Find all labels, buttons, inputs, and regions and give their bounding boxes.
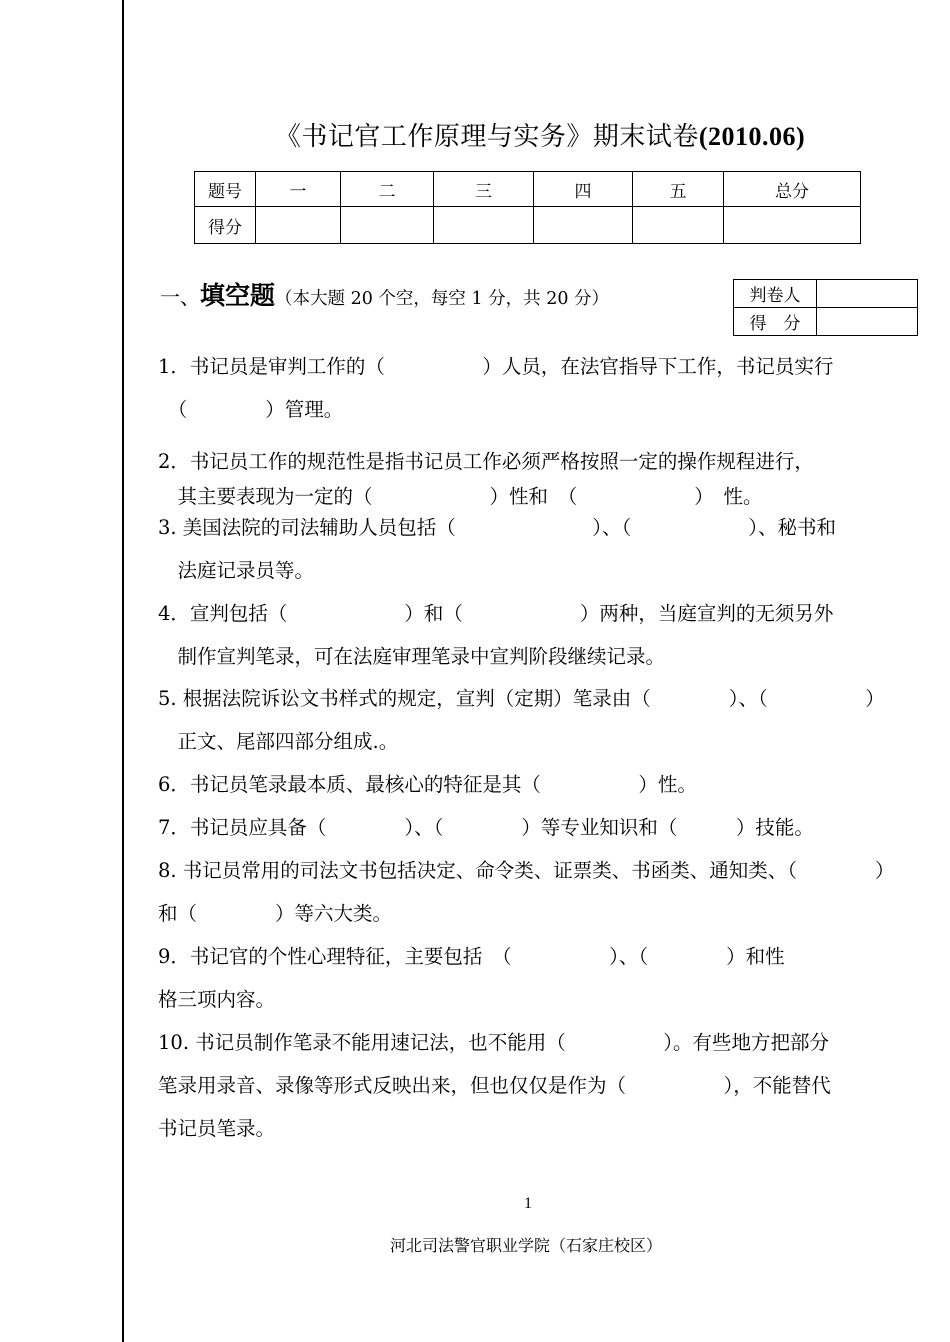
score-table-col-1: 一 (256, 172, 341, 207)
section-number: 一、 (160, 285, 200, 309)
binding-margin-line (122, 0, 124, 1342)
score-cell-total (724, 207, 861, 244)
question-line: 9．书记官的个性心理特征，主要包括 （ ）、（ ）和性 (158, 945, 785, 968)
question-line: 书记员笔录。 (158, 1117, 276, 1140)
score-table-col-3: 三 (434, 172, 534, 207)
question-line: 10. 书记员制作笔录不能用速记法，也不能用（ ）。有些地方把部分 (158, 1031, 829, 1054)
score-cell-5 (633, 207, 724, 244)
score-table-col-4: 四 (534, 172, 633, 207)
question-line: 8. 书记员常用的司法文书包括决定、命令类、证票类、书函类、通知类、（ ） (158, 859, 895, 882)
score-table-score-row (195, 207, 861, 244)
score-cell-4 (534, 207, 633, 244)
grader-score-label: 得 分 (734, 308, 817, 336)
question-line: （ ）管理。 (158, 398, 344, 421)
question-line: 2．书记员工作的规范性是指书记员工作必须严格按照一定的操作规程进行， (158, 450, 814, 473)
section-heading (160, 276, 609, 312)
question-line: 1．书记员是审判工作的（ ）人员，在法官指导下工作，书记员实行 (158, 355, 834, 378)
exam-title-main: 《书记官工作原理与实务》期末试卷 (274, 122, 699, 152)
question-line: 笔录用录音、录像等形式反映出来，但也仅仅是作为（ ），不能替代 (158, 1074, 831, 1097)
question-line: 5. 根据法院诉讼文书样式的规定，宣判（定期）笔录由（ ）、（ ） (158, 687, 885, 710)
grader-table (733, 279, 918, 336)
question-line: 4．宣判包括（ ）和（ ）两种，当庭宣判的无须另外 (158, 602, 834, 625)
grader-score-cell (817, 308, 918, 336)
score-table-col-5: 五 (633, 172, 724, 207)
score-cell-3 (434, 207, 534, 244)
question-line: 6．书记员笔录最本质、最核心的特征是其（ ）性。 (158, 773, 697, 796)
question-line: 格三项内容。 (158, 988, 276, 1011)
score-cell-2 (341, 207, 434, 244)
question-line: 和（ ）等六大类。 (158, 902, 393, 925)
question-line: 其主要表现为一定的（ ）性和 （ ） 性。 (158, 485, 763, 508)
score-table-header-label: 题号 (195, 172, 256, 207)
grader-cell (817, 280, 918, 308)
exam-title-year: (2010.06) (698, 122, 806, 151)
score-cell-1 (256, 207, 341, 244)
section-name: 填空题 (200, 281, 276, 310)
question-line: 正文、尾部四部分组成.。 (158, 730, 399, 753)
question-line: 法庭记录员等。 (158, 559, 315, 582)
page-number: 1 (524, 1195, 532, 1212)
exam-title (0, 116, 950, 153)
section-note: （本大题 20 个空，每空 1 分，共 20 分） (275, 289, 610, 309)
score-table-col-2: 二 (341, 172, 434, 207)
score-summary-table (194, 171, 861, 244)
question-line: 7．书记员应具备（ ）、（ ）等专业知识和（ ）技能。 (158, 816, 814, 839)
score-table-col-total: 总分 (724, 172, 861, 207)
question-line: 制作宣判笔录，可在法庭审理笔录中宣判阶段继续记录。 (158, 645, 666, 668)
footer-school: 河北司法警官职业学院（石家庄校区） (389, 1236, 662, 1255)
grader-label: 判卷人 (734, 280, 817, 308)
score-table-header-row (195, 172, 861, 207)
score-table-score-label: 得分 (195, 207, 256, 244)
question-line: 3. 美国法院的司法辅助人员包括（ ）、（ ）、秘书和 (158, 516, 837, 539)
